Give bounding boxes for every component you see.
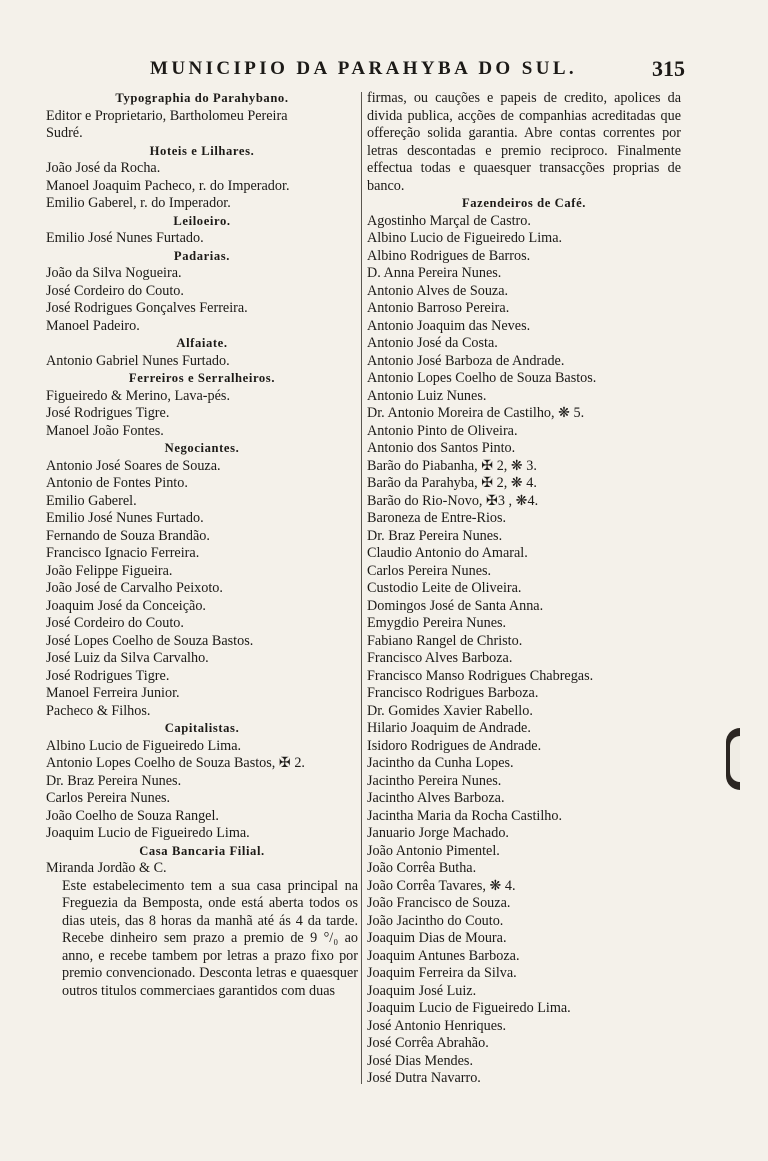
list-item: Barão da Parahyba, ✠ 2, ❋ 4.: [367, 475, 537, 491]
section-heading: Capitalistas.: [164, 721, 240, 735]
list-item: Fabiano Rangel de Christo.: [367, 632, 523, 649]
list-item: Jacintho Pereira Nunes.: [367, 772, 502, 789]
list-item: Francisco Ignacio Ferreira.: [46, 545, 200, 561]
list-item: Emilio José Nunes Furtado.: [46, 230, 204, 246]
list-item: Emilio José Nunes Furtado.: [46, 510, 204, 526]
list-item: Antonio Barroso Pereira.: [367, 300, 510, 316]
list-item: Antonio Joaquim das Neves.: [367, 317, 531, 334]
list-item: Jacintha Maria da Rocha Castilho.: [367, 807, 563, 824]
section-heading: Typographia do Parahybano.: [115, 91, 289, 105]
list-item: Dr. Braz Pereira Nunes.: [367, 527, 503, 544]
list-item: Manoel João Fontes.: [46, 422, 164, 439]
list-item: Januario Jorge Machado.: [367, 825, 509, 841]
list-item: Joaquim Lucio de Figueiredo Lima.: [367, 1000, 571, 1016]
list-item: Antonio Luiz Nunes.: [367, 387, 487, 404]
list-item: Joaquim Lucio de Figueiredo Lima.: [46, 825, 250, 841]
paragraph-text: firmas, ou cauções e papeis de credito, apolices da divida publica, acções de companhias acreditadas que offereção solida garantia. Abre contas correntes por letras descontadas e premio reciproco. Finalmente effectua todas e quaesquer transacções proprias de banco.: [367, 90, 681, 194]
section-heading: Casa Bancaria Filial.: [139, 843, 265, 858]
list-item: Dr. Braz Pereira Nunes.: [46, 772, 182, 789]
list-item: João Jacintho do Couto.: [367, 912, 504, 929]
list-item: Manoel Joaquim Pacheco, r. do Imperador.: [46, 177, 290, 194]
section-heading: Hoteis e Lilhares.: [149, 143, 255, 158]
list-item: Carlos Pereira Nunes.: [46, 790, 171, 806]
list-item: Figueiredo & Merino, Lava-pés.: [46, 387, 230, 404]
list-item: Jacintho Alves Barboza.: [367, 790, 505, 806]
section-heading: Padarias.: [173, 248, 231, 263]
list-item: João Antonio Pimentel.: [367, 842, 500, 859]
list-item: Baroneza de Entre-Rios.: [367, 510, 507, 526]
list-item: Antonio José da Costa.: [367, 335, 498, 351]
list-item: Fernando de Souza Brandão.: [46, 527, 210, 544]
list-item: Manoel Ferreira Junior.: [46, 685, 180, 701]
section-heading: Negociantes.: [164, 441, 240, 455]
list-item: Sudré.: [46, 125, 83, 141]
list-item: Isidoro Rodrigues de Andrade.: [367, 737, 542, 754]
list-item: José Cordeiro do Couto.: [46, 282, 184, 299]
left-column: [46, 90, 358, 1000]
list-item: Joaquim José da Conceição.: [46, 597, 206, 614]
list-item: José Luiz da Silva Carvalho.: [46, 650, 209, 666]
list-item: João Corrêa Butha.: [367, 860, 477, 876]
list-item: Domingos José de Santa Anna.: [367, 597, 544, 614]
list-item: João José da Rocha.: [46, 160, 161, 176]
list-item: Emilio Gaberel, r. do Imperador.: [46, 195, 231, 211]
list-item: João Felippe Figueira.: [46, 562, 173, 579]
list-item: José Lopes Coelho de Souza Bastos.: [46, 632, 254, 649]
list-item: Carlos Pereira Nunes.: [367, 562, 492, 579]
list-item: Francisco Alves Barboza.: [367, 650, 513, 666]
list-item: Miranda Jordão & C.: [46, 860, 167, 876]
list-item: Barão do Rio-Novo, ✠3 , ❋4.: [367, 492, 539, 509]
list-item: Barão do Piabanha, ✠ 2, ❋ 3.: [367, 457, 537, 474]
list-item: Emygdio Pereira Nunes.: [367, 615, 507, 631]
list-item: Custodio Leite de Oliveira.: [367, 580, 522, 596]
right-column: [367, 90, 681, 1088]
list-item: Pacheco & Filhos.: [46, 702, 151, 719]
list-item: José Rodrigues Tigre.: [46, 405, 170, 421]
list-item: Antonio de Fontes Pinto.: [46, 475, 188, 491]
list-item: José Rodrigues Gonçalves Ferreira.: [46, 300, 248, 316]
list-item: José Corrêa Abrahão.: [367, 1035, 489, 1051]
list-item: Antonio Lopes Coelho de Souza Bastos.: [367, 370, 597, 386]
list-item: João José de Carvalho Peixoto.: [46, 580, 223, 596]
list-item: Albino Lucio de Figueiredo Lima.: [367, 230, 563, 246]
list-item: João Francisco de Souza.: [367, 895, 511, 911]
list-item: Francisco Manso Rodrigues Chabregas.: [367, 667, 594, 684]
page-header: [150, 58, 685, 86]
list-item: Emilio Gaberel.: [46, 492, 137, 509]
list-item: José Cordeiro do Couto.: [46, 615, 184, 631]
list-item: D. Anna Pereira Nunes.: [367, 265, 502, 281]
list-item: Claudio Antonio do Amaral.: [367, 545, 528, 561]
section-heading: Ferreiros e Serralheiros.: [128, 371, 276, 385]
running-title: MUNICIPIO DA PARAHYBA DO SUL.: [150, 58, 578, 79]
list-item: Albino Rodrigues de Barros.: [367, 247, 531, 264]
paragraph-text: Este estabelecimento tem a sua casa principal na Freguezia da Bemposta, onde está aberta todos os dias uteis, das 8 horas da manhã até ás 4 da tarde. Recebe dinheiro sem prazo a premio de 9 °/₀ ao anno, e recebe tambem por letras a prazo fixo por premio convencionado. Desconta letras e quaesquer outros titulos commerciaes garantidos com duas: [62, 877, 358, 999]
section-heading: Fazendeiros de Café.: [461, 196, 587, 210]
list-item: João da Silva Nogueira.: [46, 265, 182, 281]
list-item: Antonio Lopes Coelho de Souza Bastos, ✠ 2.: [46, 755, 305, 771]
list-item: Francisco Rodrigues Barboza.: [367, 685, 539, 701]
list-item: Editor e Proprietario, Bartholomeu Pereira: [46, 107, 288, 124]
list-item: Antonio José Barboza de Andrade.: [367, 352, 565, 369]
list-item: Joaquim Antunes Barboza.: [367, 947, 520, 964]
list-item: Albino Lucio de Figueiredo Lima.: [46, 737, 242, 754]
list-item: Antonio José Soares de Souza.: [46, 457, 221, 474]
list-item: Dr. Antonio Moreira de Castilho, ❋ 5.: [367, 405, 585, 421]
page-number: 315: [652, 56, 685, 81]
list-item: Dr. Gomides Xavier Rabello.: [367, 702, 533, 719]
list-item: José Rodrigues Tigre.: [46, 667, 170, 684]
bank-description-continued: [367, 90, 681, 195]
list-item: João Corrêa Tavares, ❋ 4.: [367, 877, 516, 894]
list-item: Antonio Gabriel Nunes Furtado.: [46, 352, 230, 369]
list-item: Antonio Alves de Souza.: [367, 282, 509, 299]
list-item: José Antonio Henriques.: [367, 1017, 507, 1034]
list-item: Joaquim José Luiz.: [367, 982, 477, 999]
thumb-index-tab: [726, 728, 740, 790]
list-item: José Dutra Navarro.: [367, 1070, 481, 1086]
list-item: João Coelho de Souza Rangel.: [46, 807, 219, 824]
section-heading: Alfaiate.: [176, 336, 228, 350]
list-item: Manoel Padeiro.: [46, 317, 140, 334]
list-item: Hilario Joaquim de Andrade.: [367, 720, 531, 736]
list-item: Antonio dos Santos Pinto.: [367, 440, 516, 456]
list-item: José Dias Mendes.: [367, 1052, 473, 1069]
list-item: Agostinho Marçal de Castro.: [367, 212, 531, 229]
bank-description: [46, 878, 358, 1001]
list-item: Jacintho da Cunha Lopes.: [367, 755, 514, 771]
list-item: Joaquim Dias de Moura.: [367, 930, 507, 946]
list-item: Joaquim Ferreira da Silva.: [367, 965, 517, 981]
section-heading: Leiloeiro.: [173, 213, 231, 228]
column-divider: [361, 92, 362, 1084]
list-item: Antonio Pinto de Oliveira.: [367, 422, 518, 439]
